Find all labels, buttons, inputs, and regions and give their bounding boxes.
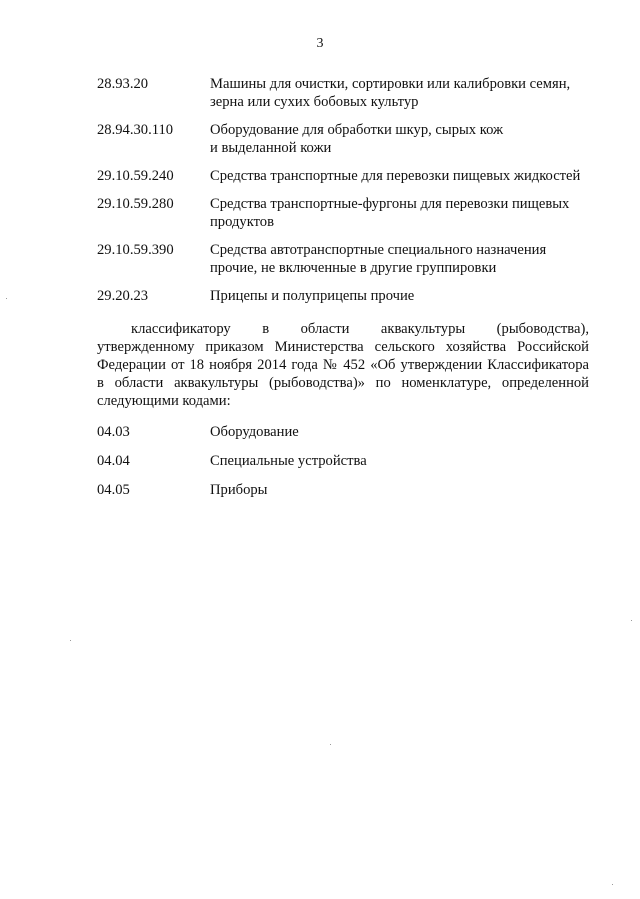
code-description: Приборы bbox=[210, 482, 268, 498]
code-value: 29.20.23 bbox=[97, 288, 149, 304]
page-number: 3 bbox=[316, 36, 324, 51]
scan-speck bbox=[631, 620, 632, 621]
code-value: 04.04 bbox=[97, 453, 130, 469]
description-line: продуктов bbox=[210, 214, 274, 230]
scan-speck bbox=[6, 298, 7, 299]
code-value: 28.93.20 bbox=[97, 76, 149, 92]
code-value: 28.94.30.110 bbox=[97, 122, 174, 138]
code-description bbox=[210, 195, 597, 231]
paragraph-line: Федерации от 18 ноября 2014 года № 452 «Об утверждении Классификатора bbox=[97, 357, 589, 373]
code-table-first bbox=[97, 75, 597, 315]
paragraph-line: классификатору в области аквакультуры (рыбоводства), bbox=[131, 321, 589, 337]
code-description bbox=[210, 75, 597, 111]
description-line: Средства транспортные-фургоны для перевозки пищевых bbox=[210, 196, 570, 212]
body-paragraph bbox=[97, 320, 589, 410]
code-value: 29.10.59.240 bbox=[97, 168, 174, 184]
code-row bbox=[97, 75, 597, 111]
code-value: 04.05 bbox=[97, 482, 130, 498]
code-row bbox=[97, 167, 597, 185]
scan-speck bbox=[330, 744, 331, 745]
code-description: Специальные устройства bbox=[210, 453, 367, 469]
paragraph-line: следующими кодами: bbox=[97, 393, 231, 409]
code-row bbox=[97, 452, 597, 470]
code-row bbox=[97, 121, 597, 157]
description-line: зерна или сухих бобовых культур bbox=[210, 94, 419, 110]
code-row bbox=[97, 241, 597, 277]
description-line: Оборудование для обработки шкур, сырых кож bbox=[210, 122, 504, 138]
code-description bbox=[210, 167, 597, 185]
code-row bbox=[97, 481, 597, 499]
description-line: Прицепы и полуприцепы прочие bbox=[210, 288, 415, 304]
code-row bbox=[97, 287, 597, 305]
code-description bbox=[210, 287, 597, 305]
scan-speck bbox=[70, 640, 71, 641]
description-line: и выделанной кожи bbox=[210, 140, 332, 156]
description-line: прочие, не включенные в другие группировки bbox=[210, 260, 497, 276]
description-line: Средства автотранспортные специального назначения bbox=[210, 242, 547, 258]
paragraph-line: утвержденному приказом Министерства сельского хозяйства Российской bbox=[97, 339, 589, 355]
paragraph-line: в области аквакультуры (рыбоводства)» по номенклатуре, определенной bbox=[97, 375, 589, 391]
code-description: Оборудование bbox=[210, 424, 299, 440]
code-value: 04.03 bbox=[97, 424, 130, 440]
code-description bbox=[210, 241, 597, 277]
description-line: Средства транспортные для перевозки пищевых жидкостей bbox=[210, 168, 581, 184]
code-value: 29.10.59.280 bbox=[97, 196, 174, 212]
code-value: 29.10.59.390 bbox=[97, 242, 174, 258]
code-row bbox=[97, 423, 597, 441]
code-table-second bbox=[97, 423, 597, 510]
scan-speck bbox=[612, 884, 613, 885]
description-line: Машины для очистки, сортировки или калибровки семян, bbox=[210, 76, 571, 92]
code-row bbox=[97, 195, 597, 231]
code-description bbox=[210, 121, 597, 157]
